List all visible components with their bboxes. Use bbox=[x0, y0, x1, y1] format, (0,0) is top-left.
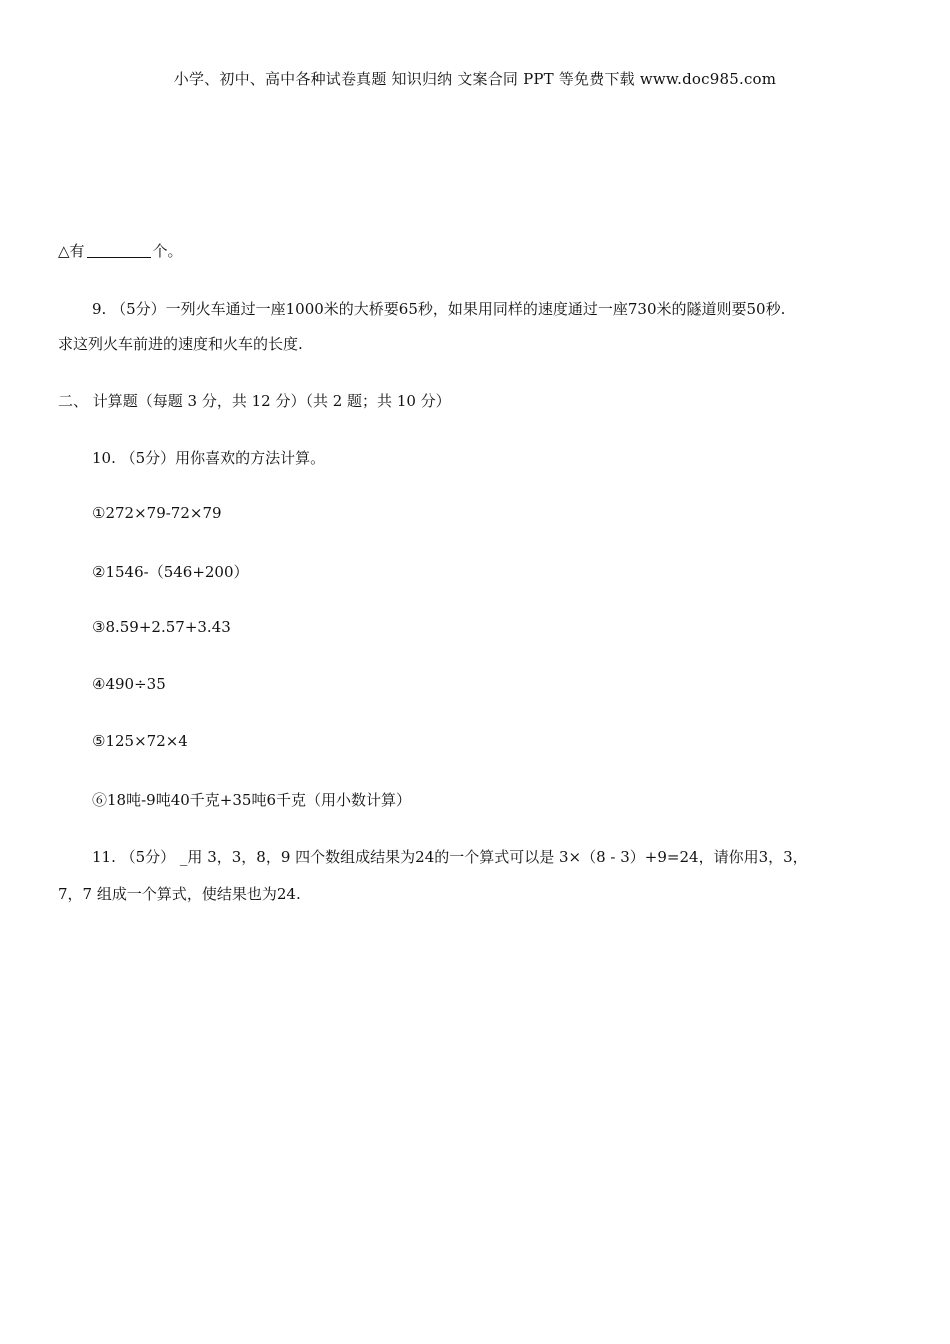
q10-item-6: ⑥18吨-9吨40千克+35吨6千克（用小数计算） bbox=[92, 791, 411, 809]
q8-suffix: 个。 bbox=[152, 242, 183, 260]
q10-item-5: ⑤125×72×4 bbox=[92, 732, 188, 750]
page-header: 小学、初中、高中各种试卷真题 知识归纳 文案合同 PPT 等免费下载 www.doc985.com bbox=[173, 70, 777, 88]
q10-item-2: ②1546-（546+200） bbox=[92, 563, 249, 581]
q11-line2: 7，7 组成一个算式，使结果也为24. bbox=[58, 885, 301, 903]
q8-prefix: △有 bbox=[58, 242, 85, 260]
q10-stem: 10. （5分）用你喜欢的方法计算。 bbox=[92, 449, 326, 467]
section-heading: 二、 计算题（每题 3 分，共 12 分）（共 2 题；共 10 分） bbox=[58, 392, 451, 410]
q10-item-3: ③8.59+2.57+3.43 bbox=[92, 618, 231, 636]
q9-line1: 9. （5分）一列火车通过一座1000米的大桥要65秒，如果用同样的速度通过一座730米的隧道则要50秒. bbox=[92, 300, 786, 318]
q9-line2: 求这列火车前进的速度和火车的长度. bbox=[58, 335, 303, 353]
answer-blank bbox=[87, 243, 151, 258]
q10-item-4: ④490÷35 bbox=[92, 675, 166, 693]
q10-item-1: ①272×79-72×79 bbox=[92, 504, 222, 522]
q8-tail bbox=[58, 240, 183, 261]
q11-line1: 11. （5分） _用 3，3，8，9 四个数组成结果为24的一个算式可以是 3×（8 - 3）+9=24，请你用3，3， bbox=[92, 848, 808, 866]
